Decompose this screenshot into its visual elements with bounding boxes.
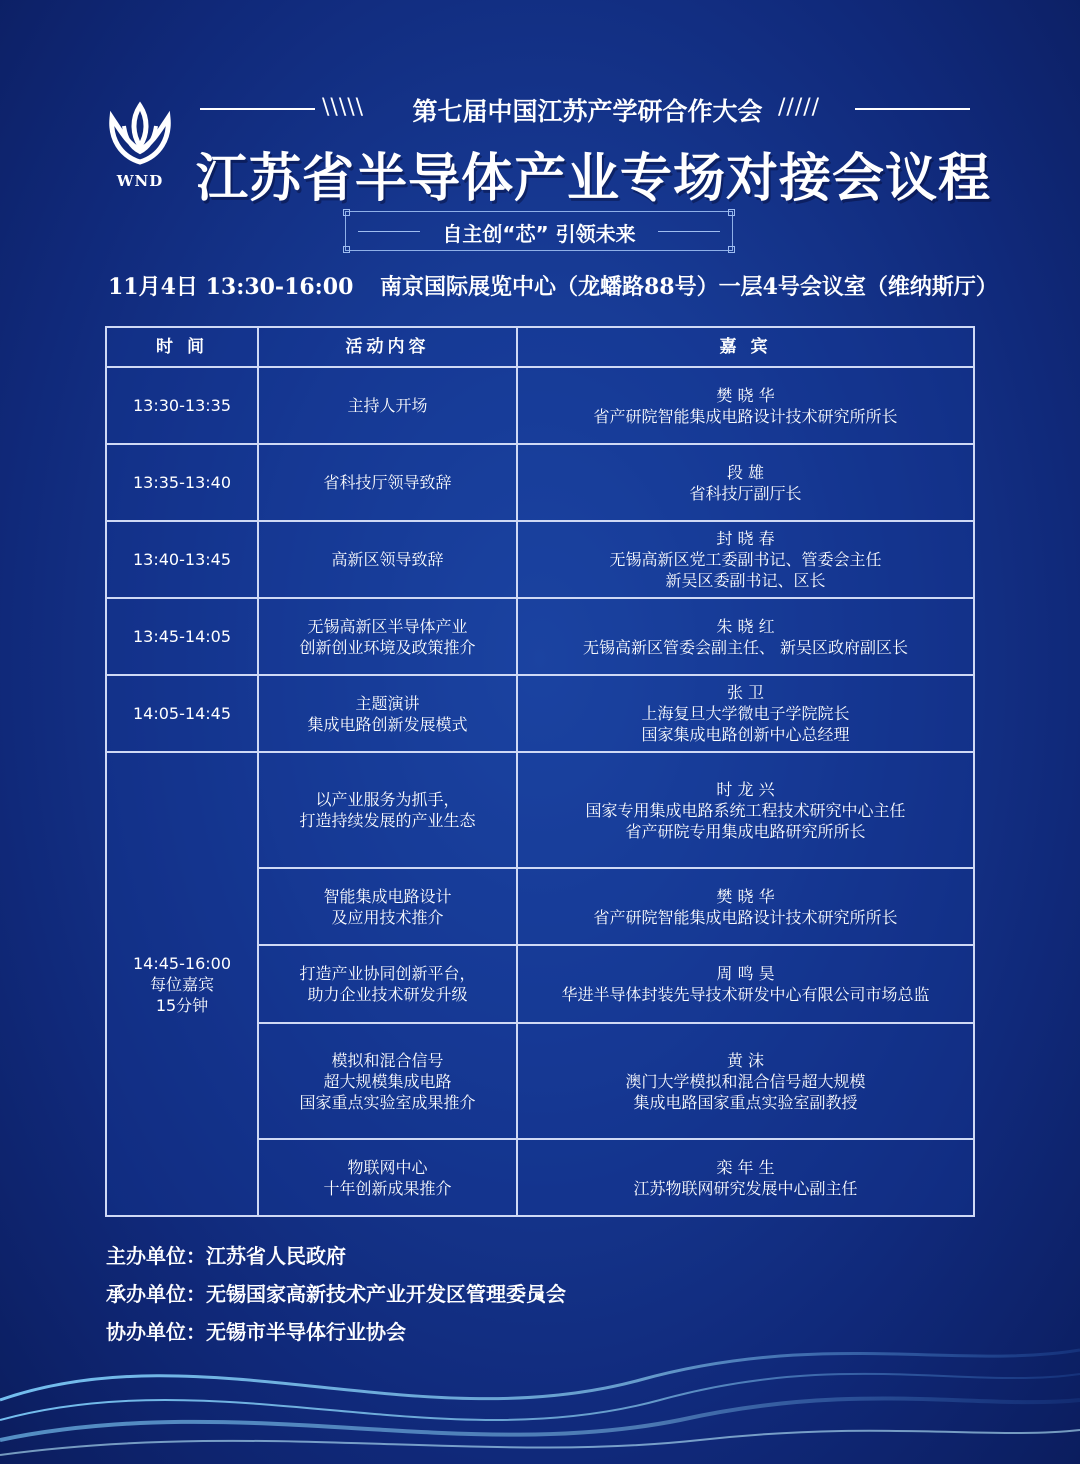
guest-cell: 周 鸣 昊 华进半导体封装先导技术研发中心有限公司市场总监 xyxy=(517,945,974,1023)
table-row xyxy=(106,521,974,598)
lotus-logo-icon xyxy=(104,100,176,172)
corner-decoration xyxy=(343,209,350,216)
guest-name: 封 晓 春 xyxy=(716,529,775,548)
guest-cell: 栾 年 生 江苏物联网研究发展中心副主任 xyxy=(517,1139,974,1216)
guest-name: 周 鸣 昊 xyxy=(716,964,775,983)
event-venue: 南京国际展览中心（龙蟠路88号）一层4号会议室（维纳斯厅） xyxy=(380,274,998,300)
activity-cell: 以产业服务为抓手， 打造持续发展的产业生态 xyxy=(258,752,517,868)
activity-cell: 物联网中心 十年创新成果推介 xyxy=(258,1139,517,1216)
corner-decoration xyxy=(343,246,350,253)
activity-cell: 无锡高新区半导体产业 创新创业环境及政策推介 xyxy=(258,598,517,675)
table-row xyxy=(106,444,974,521)
guest-name: 时 龙 兴 xyxy=(716,779,775,799)
guest-name: 樊 晓 华 xyxy=(716,385,775,405)
organizer-host: 主办单位：江苏省人民政府 xyxy=(106,1244,346,1268)
slogan: 自主创“芯” 引领未来 xyxy=(442,222,636,246)
time-cell: 13:45-14:05 xyxy=(106,598,258,675)
activity-cell: 打造产业协同创新平台， 助力企业技术研发升级 xyxy=(258,945,517,1023)
activity-cell: 主题演讲 集成电路创新发展模式 xyxy=(258,675,517,752)
organizer-co-host: 协办单位：无锡市半导体行业协会 xyxy=(106,1320,406,1344)
guest-name: 黄 沫 xyxy=(726,1050,765,1070)
header-guest: 嘉 宾 xyxy=(517,327,974,367)
header-time: 时 间 xyxy=(106,327,258,367)
group-time-cell: 14:45-16:00 每位嘉宾 15分钟 xyxy=(106,752,258,1216)
page-title: 江苏省半导体产业专场对接会议程 xyxy=(196,149,992,209)
conference-supertitle: 第七届中国江苏产学研合作大会 xyxy=(412,97,763,126)
time-cell: 13:40-13:45 xyxy=(106,521,258,598)
table-row xyxy=(106,598,974,675)
guest-cell: 朱 晓 红 无锡高新区管委会副主任、 新吴区政府副区长 xyxy=(517,598,974,675)
slogan-box xyxy=(345,211,733,251)
divider-right xyxy=(855,108,970,110)
slash-decoration: ///// xyxy=(778,95,821,120)
guest-name: 栾 年 生 xyxy=(716,1157,775,1177)
table-row xyxy=(106,752,974,868)
activity-cell: 主持人开场 xyxy=(258,367,517,444)
corner-decoration xyxy=(728,209,735,216)
backslash-decoration: \\\\\ xyxy=(322,95,365,120)
corner-decoration xyxy=(728,246,735,253)
activity-cell: 智能集成电路设计 及应用技术推介 xyxy=(258,868,517,945)
header-activity: 活动内容 xyxy=(258,327,517,367)
table-row xyxy=(106,367,974,444)
activity-cell: 模拟和混合信号 超大规模集成电路 国家重点实验室成果推介 xyxy=(258,1023,517,1139)
divider-left xyxy=(200,108,315,110)
organizers xyxy=(106,1240,806,1354)
guest-name: 朱 晓 红 xyxy=(716,616,775,636)
guest-cell: 张 卫 上海复旦大学微电子学院院长 国家集成电路创新中心总经理 xyxy=(517,675,974,752)
activity-cell: 省科技厅领导致辞 xyxy=(258,444,517,521)
time-cell: 13:30-13:35 xyxy=(106,367,258,444)
logo-text: WND xyxy=(116,172,164,190)
guest-cell: 黄 沫 澳门大学模拟和混合信号超大规模 集成电路国家重点实验室副教授 xyxy=(517,1023,974,1139)
guest-name: 樊 晓 华 xyxy=(716,886,775,906)
guest-cell: 樊 晓 华 省产研院智能集成电路设计技术研究所所长 xyxy=(517,367,974,444)
organizer-undertaker: 承办单位：无锡国家高新技术产业开发区管理委员会 xyxy=(106,1282,566,1306)
supertitle-row xyxy=(200,92,975,126)
wnd-logo xyxy=(104,100,176,195)
guest-name: 段 雄 xyxy=(726,462,765,482)
event-datetime: 11月4日 13:30-16:00 xyxy=(108,274,354,300)
activity-cell: 高新区领导致辞 xyxy=(258,521,517,598)
guest-cell: 段 雄 省科技厅副厅长 xyxy=(517,444,974,521)
time-cell: 14:05-14:45 xyxy=(106,675,258,752)
event-info xyxy=(108,270,998,301)
time-cell: 13:35-13:40 xyxy=(106,444,258,521)
guest-cell: 樊 晓 华 省产研院智能集成电路设计技术研究所所长 xyxy=(517,868,974,945)
agenda-table xyxy=(105,326,975,1217)
guest-cell: 时 龙 兴 国家专用集成电路系统工程技术研究中心主任 省产研院专用集成电路研究所所长 xyxy=(517,752,974,868)
table-row xyxy=(106,675,974,752)
guest-name: 张 卫 xyxy=(726,683,765,702)
table-header-row xyxy=(106,327,974,367)
guest-cell: 封 晓 春 无锡高新区党工委副书记、管委会主任 新吴区委副书记、区长 xyxy=(517,521,974,598)
